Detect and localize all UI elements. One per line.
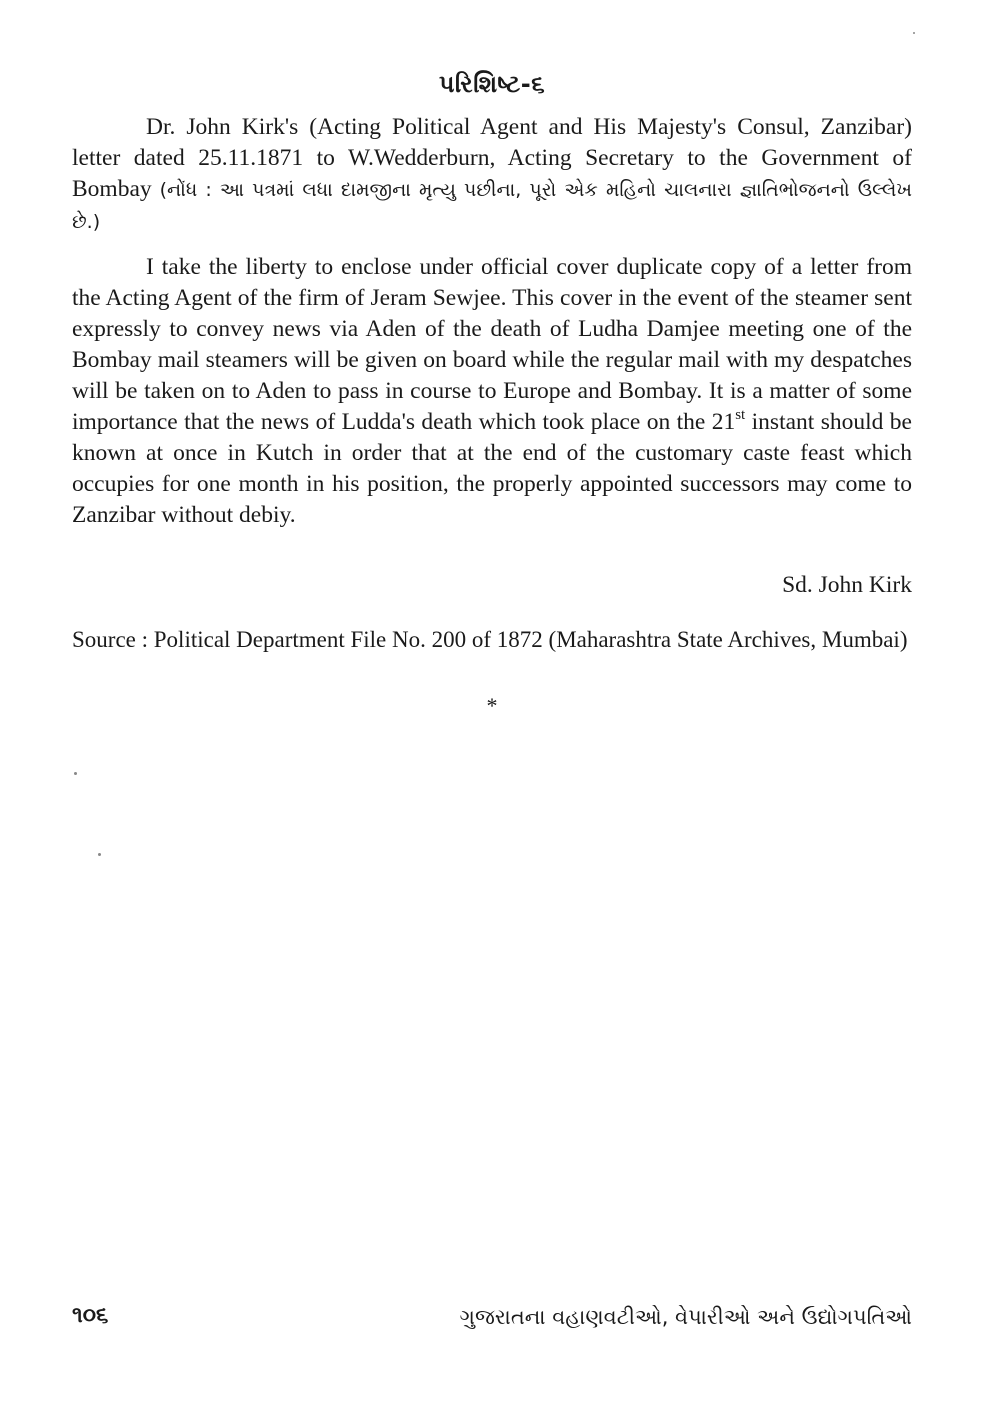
page-number: ૧૦૬: [72, 1303, 109, 1328]
scan-speck: [98, 853, 101, 856]
letter-text-part-2: instant should be known at once in Kutch in order that at the end of the customary caste feast which occupies for one month in his position, the properly appointed successors may come to Zanzibar without debiy.: [72, 409, 912, 528]
intro-paragraph: [72, 112, 912, 238]
intro-gujarati-note: (નોંધ : આ પત્રમાં લધા દામજીના મૃત્યુ પછીના, પૂરો એક મહિનો ચાલનારા જ્ઞાતિભોજનનો ઉલ્લેખ છે.): [72, 179, 912, 233]
section-separator: *: [486, 693, 498, 718]
letter-paragraph: [72, 252, 912, 531]
document-page: [72, 0, 912, 1412]
page-footer: [72, 1303, 912, 1343]
letter-text-part-1: I take the liberty to enclose under official cover duplicate copy of a letter from the Acting Agent of the firm of Jeram Sewjee. This cover in the event of the steamer sent expressly to convey news via Aden of the death of Ludha Damjee meeting one of the Bombay mail steamers will be given on board while the regular mail with my despatches will be taken on to Aden to pass in course to Europe and Bombay. It is a matter of some importance that the news of Ludda's death which took place on the 21: [72, 254, 912, 435]
source-citation: Source : Political Department File No. 200 of 1872 (Maharashtra State Archives, Mumbai): [72, 627, 908, 652]
signature-line: Sd. John Kirk: [782, 572, 912, 598]
scan-speck: [913, 32, 915, 34]
book-title: ગુજરાતના વહાણવટીઓ, વેપારીઓ અને ઉદ્યોગપતિઓ: [459, 1305, 912, 1329]
scan-speck: [74, 772, 77, 775]
intro-english-text: Dr. John Kirk's (Acting Political Agent and His Majesty's Consul, Zanzibar) letter dated 25.11.1871 to W.Wedderburn, Acting Secretary to the Government of Bombay: [72, 114, 912, 202]
appendix-heading: પરિશિષ્ટ-૬: [438, 70, 546, 98]
ordinal-superscript: st: [735, 407, 746, 423]
